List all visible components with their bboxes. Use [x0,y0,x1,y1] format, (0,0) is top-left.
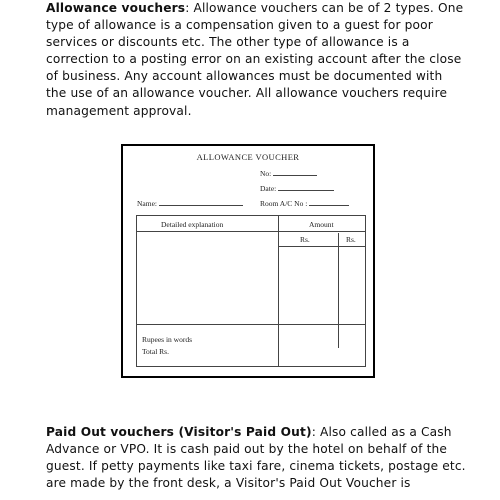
voucher-room-line [309,204,349,206]
allowance-paragraph [46,0,466,120]
table-divider [278,246,365,247]
allowance-voucher-form [121,144,375,378]
voucher-date-label: Date: [260,184,277,193]
allowance-heading: Allowance vouchers [46,1,186,15]
paid-out-heading: Paid Out vouchers (Visitor's Paid Out) [46,425,312,439]
voucher-date-field [260,184,334,193]
voucher-no-label: No: [260,169,272,178]
allowance-text: : Allowance vouchers can be of 2 types. One type of allowance is a compensation given to a guest for poor services or discounts etc. The other type of allowance is a correction to a posting error on an existing account after the close of business. Any account allowances must be documented with the use of an allowance voucher. All allowance vouchers require management approval. [46,1,464,118]
table-divider [338,233,339,348]
voucher-name-line [159,204,243,206]
voucher-name-label: Name: [137,199,157,208]
paid-out-paragraph [46,424,466,492]
voucher-name-field [137,199,243,208]
voucher-room-label: Room A/C No : [260,199,308,208]
paid-out-text: : Also called as a Cash Advance or VPO. It is cash paid out by the hotel on behalf of the guest. If petty payments like taxi fare, cinema tickets, postage etc. are made by the front desk, a Visitor's Paid Out Voucher is [46,425,466,491]
total-label: Total Rs. [142,347,169,356]
voucher-room-field [260,199,349,208]
col-header-amount: Amount [309,220,334,229]
voucher-no-field [260,169,317,178]
table-divider [137,324,365,325]
col-header-rs: Rs. [346,235,356,244]
voucher-table [136,215,366,367]
voucher-no-line [273,174,317,176]
voucher-date-line [278,189,334,191]
voucher-title: ALLOWANCE VOUCHER [196,152,300,162]
rupees-in-words-label: Rupees in words [142,335,192,344]
table-divider [137,231,365,232]
table-divider [278,216,279,366]
col-header-explanation: Detailed explanation [161,220,224,229]
col-header-rs: Rs. [300,235,310,244]
